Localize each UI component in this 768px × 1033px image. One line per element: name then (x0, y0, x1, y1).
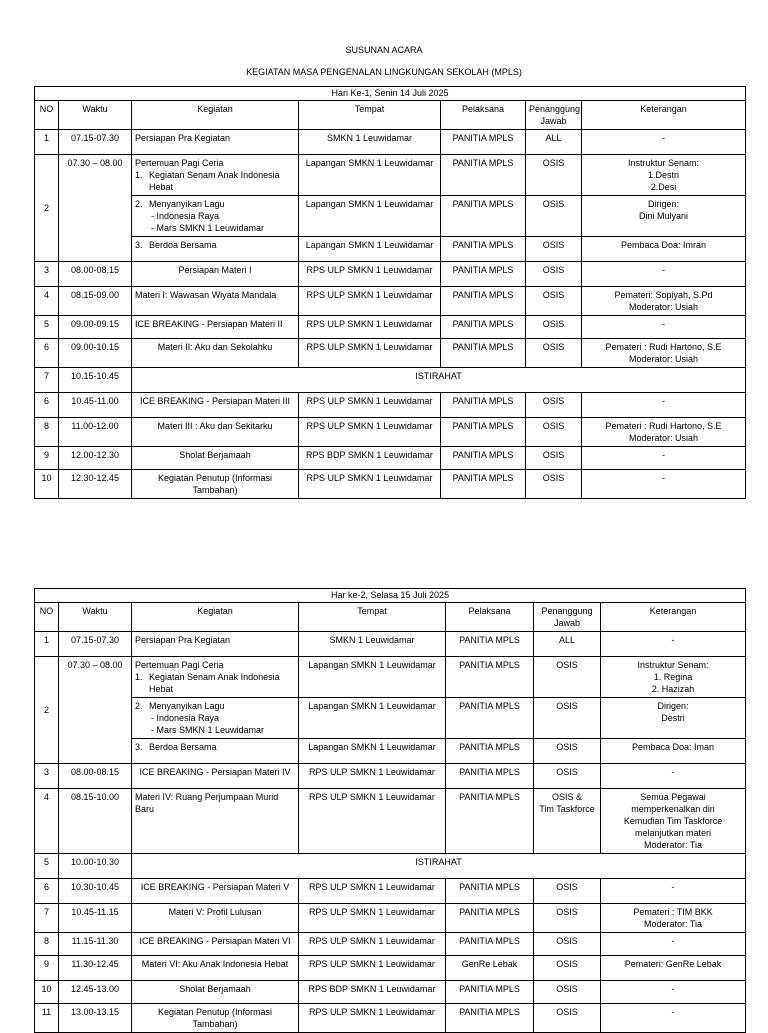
row-note (582, 196, 746, 237)
note-line: Pemateri : Rudi Hartono, S.E (605, 421, 722, 431)
row-activity: Persiapan Pra Kegiatan (132, 632, 299, 657)
row-executor: PANITIA MPLS (446, 1004, 534, 1033)
note-line: Dirigen: (648, 199, 680, 209)
day2-schedule-table (34, 588, 746, 1033)
row-activity (132, 698, 299, 739)
row-executor: PANITIA MPLS (441, 339, 526, 368)
row-pic: ALL (526, 130, 582, 155)
row-pic: OSIS (534, 657, 601, 698)
row-place: RPS ULP SMKN 1 Leuwidamar (299, 316, 441, 339)
activity-item: Kegiatan Senam Anak Indonesia Hebat (149, 672, 280, 694)
row-no: 3 (35, 262, 59, 287)
row-activity: ICE BREAKING - Persiapan Materi V (132, 879, 299, 904)
row-place: Lapangan SMKN 1 Leuwidamar (299, 237, 441, 262)
note-line: Instruktur Senam: (637, 660, 709, 670)
row-activity: ICE BREAKING - Persiapan Materi II (132, 316, 299, 339)
row-time: 11.15-11.30 (59, 933, 132, 956)
row-activity: Materi V: Profil Lulusan (132, 904, 299, 933)
col-activity-header: Kegiatan (132, 101, 299, 130)
table-row (35, 418, 746, 447)
page-subtitle: KEGIATAN MASA PENGENALAN LINGKUNGAN SEKOLAH (MPLS) (246, 67, 522, 77)
row-pic: OSIS (526, 418, 582, 447)
col-pic-header: Penanggung Jawab (534, 603, 601, 632)
table-row (35, 956, 746, 981)
row-pic (534, 789, 601, 854)
row-no: 4 (35, 287, 59, 316)
note-line: memperkenalkan diri (631, 804, 715, 814)
row-executor: PANITIA MPLS (446, 657, 534, 698)
sub-item: - Indonesia Raya (151, 210, 295, 222)
note-line: Semua Pegawai (640, 792, 706, 802)
row-executor: PANITIA MPLS (446, 632, 534, 657)
note-line: Moderator: Usiah (629, 354, 699, 364)
row-note: - (582, 316, 746, 339)
row-pic: OSIS (526, 287, 582, 316)
break-cell: ISTIRAHAT (132, 368, 746, 393)
note-line: 2. Hazizah (651, 684, 695, 694)
row-place: Lapangan SMKN 1 Leuwidamar (299, 155, 441, 196)
row-note: - (582, 470, 746, 499)
col-note-header: Keterangan (601, 603, 746, 632)
row-pic: ALL (534, 632, 601, 657)
row-activity: ICE BREAKING - Persiapan Materi VI (132, 933, 299, 956)
row-place: RPS BDP SMKN 1 Leuwidamar (299, 981, 446, 1004)
row-no: 11 (35, 1004, 59, 1033)
row-place: Lapangan SMKN 1 Leuwidamar (299, 196, 441, 237)
row-executor: PANITIA MPLS (441, 155, 526, 196)
item-number: 2. (135, 199, 143, 209)
note-line: Instruktur Senam: (628, 158, 700, 168)
note-line: Pemateri : Rudi Hartono, S.E (605, 342, 722, 352)
row-place: RPS ULP SMKN 1 Leuwidamar (299, 287, 441, 316)
row-note (601, 904, 746, 933)
col-pic-header: Penanggung Jawab (526, 101, 582, 130)
row-pic: OSIS (526, 447, 582, 470)
row-activity: Materi VI: Aku Anak Indonesia Hebat (132, 956, 299, 981)
row-activity: ICE BREAKING - Persiapan Materi III (132, 393, 299, 418)
table-header-row (35, 603, 746, 632)
row-note: - (582, 262, 746, 287)
row-executor: PANITIA MPLS (441, 262, 526, 287)
row-note: - (601, 764, 746, 789)
row-note (582, 155, 746, 196)
note-line: 1.Destri (648, 170, 680, 180)
row-place: RPS ULP SMKN 1 Leuwidamar (299, 933, 446, 956)
table-row (35, 632, 746, 657)
row-executor: PANITIA MPLS (446, 739, 534, 764)
row-activity: ICE BREAKING - Persiapan Materi IV (132, 764, 299, 789)
row-note: - (582, 130, 746, 155)
row-note: - (601, 879, 746, 904)
note-line: Destri (661, 713, 685, 723)
col-no-header: NO (35, 603, 59, 632)
row-note (582, 339, 746, 368)
row-executor: PANITIA MPLS (441, 196, 526, 237)
row-no: 2 (35, 155, 59, 262)
row-activity (132, 657, 299, 698)
row-pic: OSIS (526, 316, 582, 339)
col-activity-header: Kegiatan (132, 603, 299, 632)
row-executor: PANITIA MPLS (446, 933, 534, 956)
table-row (35, 316, 746, 339)
row-place: Lapangan SMKN 1 Leuwidamar (299, 739, 446, 764)
table-row (35, 196, 746, 237)
table-header-row (35, 101, 746, 130)
row-no: 7 (35, 904, 59, 933)
row-activity: Kegiatan Penutup (Informasi Tambahan) (132, 470, 299, 499)
table-row (35, 1004, 746, 1033)
row-executor: PANITIA MPLS (441, 130, 526, 155)
row-activity: Persiapan Materi I (132, 262, 299, 287)
row-no: 10 (35, 981, 59, 1004)
row-time: 07.30 – 08.00 (59, 657, 132, 764)
row-time: 10.45-11.00 (59, 393, 132, 418)
row-time: 12.30-12.45 (59, 470, 132, 499)
row-time: 08.15-10.00 (59, 789, 132, 854)
row-no: 4 (35, 789, 59, 854)
row-note: - (601, 1004, 746, 1033)
activity-item: Menyanyikan Lagu (149, 701, 225, 711)
table-row (35, 854, 746, 879)
row-place: RPS BDP SMKN 1 Leuwidamar (299, 447, 441, 470)
row-note (601, 698, 746, 739)
row-activity: Materi IV: Ruang Perjumpaan Murid Baru (132, 789, 299, 854)
row-note: - (601, 981, 746, 1004)
row-note: - (582, 393, 746, 418)
row-activity: Persiapan Pra Kegiatan (132, 130, 299, 155)
day1-caption: Hari Ke-1, Senin 14 Juli 2025 (35, 87, 746, 101)
row-pic: OSIS (534, 764, 601, 789)
row-place: RPS ULP SMKN 1 Leuwidamar (299, 418, 441, 447)
row-no: 5 (35, 854, 59, 879)
row-no: 8 (35, 933, 59, 956)
row-no: 7 (35, 368, 59, 393)
row-executor: PANITIA MPLS (441, 447, 526, 470)
table-row (35, 470, 746, 499)
row-executor: PANITIA MPLS (441, 418, 526, 447)
row-no: 6 (35, 879, 59, 904)
row-pic: OSIS (526, 196, 582, 237)
row-activity (132, 739, 299, 764)
note-line: Moderator: Tia (644, 840, 703, 850)
row-executor: GenRe Lebak (446, 956, 534, 981)
note-line: melanjutkan materi (635, 828, 712, 838)
row-no: 6 (35, 339, 59, 368)
activity-heading: Pertemuan Pagi Ceria (135, 660, 224, 670)
note-line: Dirigen: (657, 701, 689, 711)
table-row (35, 933, 746, 956)
row-time: 07.15-07.30 (59, 130, 132, 155)
row-no: 1 (35, 632, 59, 657)
row-pic: OSIS (534, 933, 601, 956)
row-time: 13.00-13.15 (59, 1004, 132, 1033)
row-no: 1 (35, 130, 59, 155)
row-activity (132, 237, 299, 262)
row-time: 12.00-12.30 (59, 447, 132, 470)
note-line: 1. Regina (653, 672, 693, 682)
row-executor: PANITIA MPLS (446, 789, 534, 854)
table-row (35, 739, 746, 764)
row-time: 10.00-10.30 (59, 854, 132, 879)
sub-item: - Indonesia Raya (151, 712, 295, 724)
row-place: RPS ULP SMKN 1 Leuwidamar (299, 339, 441, 368)
row-note: - (601, 632, 746, 657)
row-note (601, 657, 746, 698)
note-line: Dini Mulyani (639, 211, 689, 221)
table-row (35, 698, 746, 739)
table-row (35, 789, 746, 854)
row-pic: OSIS (526, 237, 582, 262)
sub-item: - Mars SMKN 1 Leuwidamar (151, 222, 295, 234)
row-pic: OSIS (526, 393, 582, 418)
row-executor: PANITIA MPLS (446, 698, 534, 739)
row-note (582, 287, 746, 316)
col-note-header: Keterangan (582, 101, 746, 130)
row-time: 08.00-08.15 (59, 764, 132, 789)
table-row (35, 447, 746, 470)
item-number: 3. (135, 240, 143, 250)
row-time: 12.45-13.00 (59, 981, 132, 1004)
row-activity (132, 196, 299, 237)
row-executor: PANITIA MPLS (441, 287, 526, 316)
row-pic: OSIS (526, 470, 582, 499)
row-place: RPS ULP SMKN 1 Leuwidamar (299, 956, 446, 981)
row-note (582, 418, 746, 447)
row-pic: OSIS (534, 904, 601, 933)
row-note: Pembaca Doa: Imran (582, 237, 746, 262)
row-time: 08.00-08.15 (59, 262, 132, 287)
activity-item: Berdoa Bersama (149, 240, 217, 250)
page-title: SUSUNAN ACARA (345, 45, 423, 55)
row-executor: PANITIA MPLS (441, 393, 526, 418)
table-row (35, 764, 746, 789)
table-row (35, 287, 746, 316)
note-line: Kemudian Tim Taskforce (623, 816, 723, 826)
row-executor: PANITIA MPLS (441, 316, 526, 339)
row-no: 5 (35, 316, 59, 339)
row-activity: Materi II: Aku dan Sekolahku (132, 339, 299, 368)
row-no: 3 (35, 764, 59, 789)
row-executor: PANITIA MPLS (446, 904, 534, 933)
table-row (35, 237, 746, 262)
row-activity: Materi I: Wawasan Wiyata Mandala (132, 287, 299, 316)
col-time-header: Waktu (59, 603, 132, 632)
activity-item: Kegiatan Senam Anak Indonesia Hebat (149, 170, 280, 192)
table-row (35, 393, 746, 418)
note-line: Pemateri: Sopiyah, S.Pd (614, 290, 713, 300)
row-executor: PANITIA MPLS (446, 764, 534, 789)
row-time: 07.15-07.30 (59, 632, 132, 657)
note-line: 2.Desi (650, 182, 677, 192)
row-pic: OSIS (534, 698, 601, 739)
col-place-header: Tempat (299, 603, 446, 632)
row-time: 10.30-10.45 (59, 879, 132, 904)
note-line: Moderator: Tia (644, 919, 703, 929)
row-activity: Kegiatan Penutup (Informasi Tambahan) (132, 1004, 299, 1033)
table-row (35, 262, 746, 287)
row-executor: PANITIA MPLS (446, 879, 534, 904)
activity-item: Menyanyikan Lagu (149, 199, 225, 209)
pic-line: OSIS & (551, 792, 582, 802)
row-place: SMKN 1 Leuwidamar (299, 130, 441, 155)
row-no: 9 (35, 447, 59, 470)
col-executor-header: Pelaksana (446, 603, 534, 632)
row-activity: Materi III : Aku dan Sekitarku (132, 418, 299, 447)
item-number: 1. (135, 170, 143, 180)
row-pic: OSIS (534, 879, 601, 904)
row-time: 11.30-12.45 (59, 956, 132, 981)
row-pic: OSIS (526, 155, 582, 196)
col-no-header: NO (35, 101, 59, 130)
row-place: RPS ULP SMKN 1 Leuwidamar (299, 262, 441, 287)
row-pic: OSIS (534, 1004, 601, 1033)
row-place: Lapangan SMKN 1 Leuwidamar (299, 698, 446, 739)
row-no: 6 (35, 393, 59, 418)
row-activity: Sholat Berjamaah (132, 981, 299, 1004)
row-place: RPS ULP SMKN 1 Leuwidamar (299, 789, 446, 854)
row-time: 10.45-11.15 (59, 904, 132, 933)
row-no: 2 (35, 657, 59, 764)
row-executor: PANITIA MPLS (441, 470, 526, 499)
row-note: Pemateri: GenRe Lebak (601, 956, 746, 981)
row-pic: OSIS (526, 262, 582, 287)
sub-item: - Mars SMKN 1 Leuwidamar (151, 724, 295, 736)
row-note (601, 789, 746, 854)
row-executor: PANITIA MPLS (441, 237, 526, 262)
table-row (35, 904, 746, 933)
row-note: - (582, 447, 746, 470)
row-executor: PANITIA MPLS (446, 981, 534, 1004)
day2-caption: Har ke-2, Selasa 15 Juli 2025 (35, 589, 746, 603)
day1-schedule-table (34, 86, 746, 499)
activity-heading: Pertemuan Pagi Ceria (135, 158, 224, 168)
col-place-header: Tempat (299, 101, 441, 130)
table-row (35, 130, 746, 155)
row-activity (132, 155, 299, 196)
row-no: 9 (35, 956, 59, 981)
row-place: RPS ULP SMKN 1 Leuwidamar (299, 470, 441, 499)
row-time: 11.00-12.00 (59, 418, 132, 447)
row-time: 08.15-09.00 (59, 287, 132, 316)
table-row (35, 339, 746, 368)
note-line: Pemateri : TIM BKK (633, 907, 713, 917)
row-activity: Sholat Berjamaah (132, 447, 299, 470)
note-line: Moderator: Usiah (629, 433, 699, 443)
row-no: 8 (35, 418, 59, 447)
row-pic: OSIS (534, 739, 601, 764)
col-executor-header: Pelaksana (441, 101, 526, 130)
row-place: RPS ULP SMKN 1 Leuwidamar (299, 879, 446, 904)
table-row (35, 657, 746, 698)
pic-line: Tim Taskforce (539, 804, 595, 814)
row-place: RPS ULP SMKN 1 Leuwidamar (299, 764, 446, 789)
row-no: 10 (35, 470, 59, 499)
row-place: RPS ULP SMKN 1 Leuwidamar (299, 904, 446, 933)
row-note: Pembaca Doa: Iman (601, 739, 746, 764)
row-time: 09.00-09.15 (59, 316, 132, 339)
row-place: Lapangan SMKN 1 Leuwidamar (299, 657, 446, 698)
row-pic: OSIS (534, 956, 601, 981)
table-row (35, 155, 746, 196)
row-pic: OSIS (534, 981, 601, 1004)
note-line: Moderator: Usiah (629, 302, 699, 312)
row-pic: OSIS (526, 339, 582, 368)
row-time: 07.30 – 08.00 (59, 155, 132, 262)
row-place: RPS ULP SMKN 1 Leuwidamar (299, 1004, 446, 1033)
activity-item: Berdoa Bersama (149, 742, 217, 752)
break-cell: ISTIRAHAT (132, 854, 746, 879)
row-time: 09.00-10.15 (59, 339, 132, 368)
row-place: SMKN 1 Leuwidamar (299, 632, 446, 657)
table-row (35, 879, 746, 904)
row-place: RPS ULP SMKN 1 Leuwidamar (299, 393, 441, 418)
item-number: 3. (135, 742, 143, 752)
row-note: - (601, 933, 746, 956)
item-number: 1. (135, 672, 143, 682)
table-row (35, 981, 746, 1004)
table-row (35, 368, 746, 393)
item-number: 2. (135, 701, 143, 711)
row-time: 10.15-10.45 (59, 368, 132, 393)
col-time-header: Waktu (59, 101, 132, 130)
